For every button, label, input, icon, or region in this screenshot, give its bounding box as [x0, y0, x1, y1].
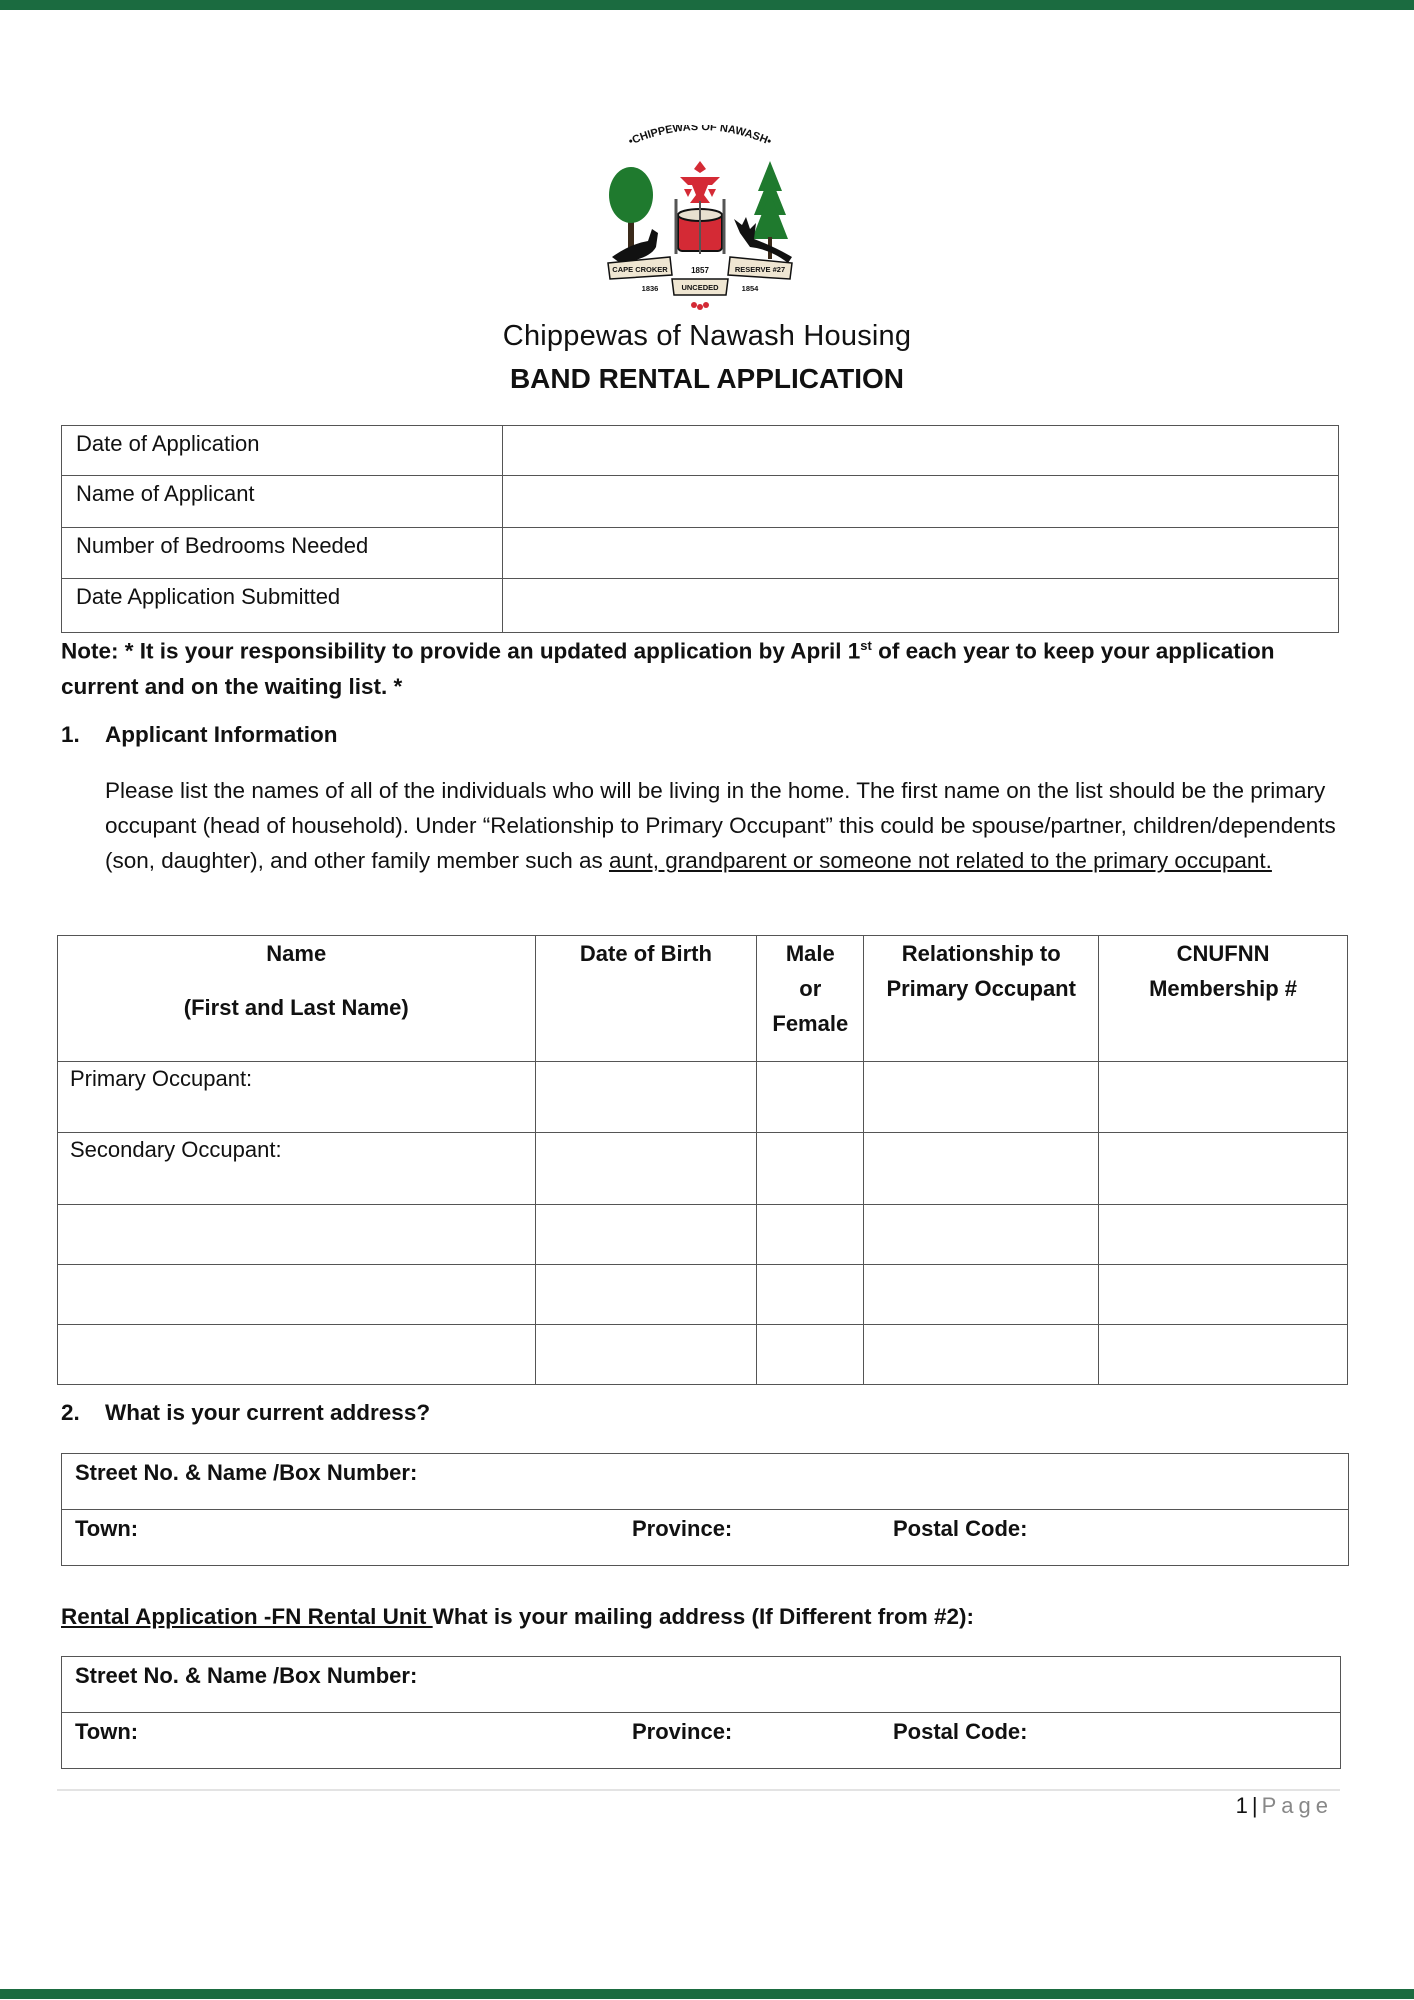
- mailing-prefix-underlined: Rental Application -FN Rental Unit: [61, 1604, 433, 1629]
- header-membership-line2: Membership #: [1149, 976, 1298, 1001]
- section-title: What is your current address?: [105, 1400, 431, 1425]
- thunderbird-icon: [680, 161, 720, 203]
- relationship-cell[interactable]: [864, 1265, 1099, 1325]
- table-row: [58, 1265, 1348, 1325]
- year-left-text: 1836: [641, 284, 659, 293]
- note-text-part2: of each year to keep your application current and on the waiting list. *: [61, 638, 1275, 699]
- header-sex-line3: Female: [772, 1011, 849, 1036]
- date-of-application-field[interactable]: [503, 426, 1339, 476]
- street-label: Street No. & Name /Box Number:: [75, 1460, 418, 1485]
- postal-code-label[interactable]: Postal Code:: [893, 1719, 1028, 1744]
- membership-cell[interactable]: [1099, 1062, 1348, 1133]
- table-row: [58, 1062, 1348, 1133]
- section-1-instructions: [105, 773, 1355, 878]
- membership-cell[interactable]: [1099, 1205, 1348, 1265]
- relationship-cell[interactable]: [864, 1205, 1099, 1265]
- info-row-name-of-applicant: [62, 476, 1339, 528]
- current-address-box: [61, 1453, 1349, 1566]
- occupant-name-cell[interactable]: Secondary Occupant:: [58, 1133, 536, 1205]
- town-label[interactable]: Town:: [75, 1719, 139, 1744]
- col-header-sex: [757, 936, 864, 1062]
- occupants-table: [57, 935, 1348, 1385]
- current-street-field[interactable]: [62, 1454, 1348, 1509]
- occupants-header-row: [58, 936, 1348, 1062]
- dob-cell[interactable]: [535, 1205, 757, 1265]
- dob-cell[interactable]: [535, 1133, 757, 1205]
- date-submitted-field[interactable]: [503, 579, 1339, 633]
- dob-cell[interactable]: [535, 1325, 757, 1385]
- sex-cell[interactable]: [757, 1265, 864, 1325]
- membership-cell[interactable]: [1099, 1325, 1348, 1385]
- header-name-line1: Name: [266, 941, 327, 966]
- info-label: Date Application Submitted: [62, 579, 503, 633]
- table-row: [58, 1133, 1348, 1205]
- renewal-note: [61, 628, 1351, 704]
- sex-cell[interactable]: [757, 1325, 864, 1385]
- mailing-street-field[interactable]: [62, 1657, 1340, 1712]
- section-number: 1.: [61, 722, 80, 747]
- footer-divider: [57, 1789, 1340, 1791]
- town-label[interactable]: Town:: [75, 1516, 139, 1541]
- year-right-text: 1854: [741, 284, 759, 293]
- info-label: Date of Application: [62, 426, 503, 476]
- header-membership-line1: CNUFNN: [1176, 941, 1270, 966]
- relationship-cell[interactable]: [864, 1133, 1099, 1205]
- note-text-part1: Note: * It is your responsibility to provide an updated application by April 1: [61, 638, 861, 664]
- relationship-cell[interactable]: [864, 1062, 1099, 1133]
- sex-cell[interactable]: [757, 1205, 864, 1265]
- seal-icon: [600, 125, 800, 315]
- header-relationship-line2: Primary Occupant: [886, 976, 1076, 1001]
- note-superscript: st: [860, 638, 872, 653]
- membership-cell[interactable]: [1099, 1265, 1348, 1325]
- mailing-address-heading: [61, 1604, 974, 1630]
- instructions-underlined-text: aunt, grandparent or someone not related to the primary occupant.: [609, 848, 1272, 873]
- name-of-applicant-field[interactable]: [503, 476, 1339, 528]
- occupant-name-cell[interactable]: [58, 1205, 536, 1265]
- province-label[interactable]: Province:: [632, 1719, 733, 1744]
- page-separator: |: [1251, 1793, 1258, 1818]
- col-header-relationship: [864, 936, 1099, 1062]
- section-title: Applicant Information: [105, 722, 338, 747]
- current-town-row: [62, 1509, 1348, 1565]
- info-label: Number of Bedrooms Needed: [62, 528, 503, 579]
- col-header-membership: [1099, 936, 1348, 1062]
- section-number: 2.: [61, 1400, 80, 1425]
- info-row-bedrooms-needed: [62, 528, 1339, 579]
- page-number: [1200, 1793, 1333, 1819]
- sex-cell[interactable]: [757, 1133, 864, 1205]
- header-relationship-line1: Relationship to: [901, 941, 1061, 966]
- section-1-heading: [61, 722, 338, 748]
- top-accent-bar: [0, 0, 1414, 10]
- table-row: [58, 1325, 1348, 1385]
- page-word: Page: [1261, 1793, 1333, 1818]
- table-row: [58, 1205, 1348, 1265]
- header-name-line2: (First and Last Name): [183, 995, 409, 1020]
- info-row-date-of-application: [62, 426, 1339, 476]
- year-center-text: 1857: [691, 266, 709, 275]
- banner-right-text: RESERVE #27: [734, 265, 786, 274]
- street-label: Street No. & Name /Box Number:: [75, 1663, 418, 1688]
- banner-center-text: UNCEDED: [681, 283, 719, 292]
- header-sex-line1: Male: [785, 941, 835, 966]
- deer-doe-icon: [612, 229, 658, 263]
- instructions-text: Please list the names of all of the individuals who will be living in the home. The first name on the list should be the primary occupant (head of household). Under “Relationship to Primary Occupant” this could be spouse/partner, children/dependents (son, daughter), and other family member such as: [105, 778, 1336, 873]
- bedrooms-needed-field[interactable]: [503, 528, 1339, 579]
- occupant-name-cell[interactable]: [58, 1325, 536, 1385]
- occupant-name-cell[interactable]: Primary Occupant:: [58, 1062, 536, 1133]
- header-dob: Date of Birth: [579, 941, 712, 966]
- dob-cell[interactable]: [535, 1062, 757, 1133]
- banner-left-text: CAPE CROKER: [612, 265, 668, 274]
- mailing-question: What is your mailing address (If Different from #2):: [432, 1604, 975, 1629]
- page-number-value: 1: [1235, 1793, 1248, 1818]
- application-info-table: [61, 425, 1339, 633]
- nawash-seal-logo: [600, 125, 800, 315]
- mailing-address-box: [61, 1656, 1341, 1769]
- form-title: BAND RENTAL APPLICATION: [509, 363, 905, 394]
- section-2-heading: [61, 1400, 430, 1426]
- postal-code-label[interactable]: Postal Code:: [893, 1516, 1028, 1541]
- col-header-dob: [535, 936, 757, 1062]
- province-label[interactable]: Province:: [632, 1516, 733, 1541]
- membership-cell[interactable]: [1099, 1133, 1348, 1205]
- mailing-town-row: [62, 1712, 1340, 1768]
- occupant-name-cell[interactable]: [58, 1265, 536, 1325]
- bottom-accent-bar: [0, 1989, 1414, 1999]
- info-label: Name of Applicant: [62, 476, 503, 528]
- drum-icon: [676, 199, 724, 254]
- sex-cell[interactable]: [757, 1062, 864, 1133]
- col-header-name: [58, 936, 536, 1062]
- seal-arc-text: •CHIPPEWAS OF NAWASH•: [626, 125, 774, 148]
- relationship-cell[interactable]: [864, 1325, 1099, 1385]
- info-row-date-submitted: [62, 579, 1339, 633]
- organization-title: Chippewas of Nawash Housing: [502, 320, 912, 352]
- dob-cell[interactable]: [535, 1265, 757, 1325]
- berries-icon: [691, 302, 709, 310]
- header-sex-line2: or: [799, 976, 822, 1001]
